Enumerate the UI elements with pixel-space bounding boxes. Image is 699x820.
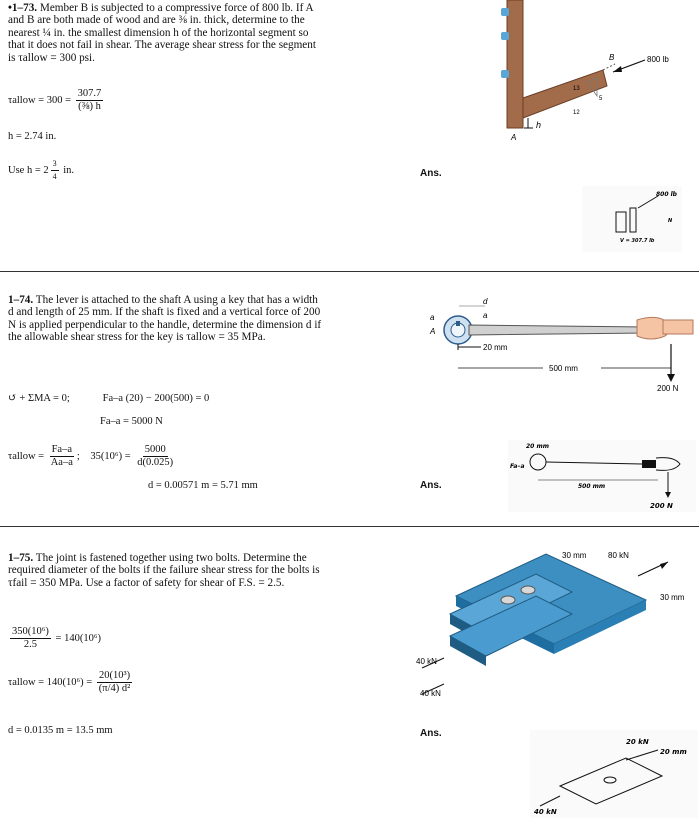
svg-text:500 mm: 500 mm [578, 483, 606, 490]
svg-text:200 N: 200 N [650, 502, 673, 510]
label-h: h [536, 120, 542, 130]
problem-text: The joint is fastened together using two bolts. Determine the required diameter of the bolts if the failure shear stress for the bolts is τfail = 350 MPa. Use a factor of safety for shear of F.S. = 2.5. [8, 552, 320, 589]
figure-1-74 [425, 292, 695, 394]
svg-text:500 mm: 500 mm [549, 364, 578, 373]
problem-number: 1–74. [8, 294, 34, 306]
force-label: 200 N [657, 384, 679, 393]
figure-1-75 [416, 544, 699, 704]
sketch-1-73 [582, 186, 682, 252]
equation-bolt-shear: τallow = 140(10⁶) = $\frac{\text{20(10³)}}{\text{(π/4) d²}}$ [8, 670, 131, 694]
force-label: 800 lb [647, 55, 669, 64]
problem-1-75-statement [8, 552, 326, 589]
equation-diameter: d = 0.0135 m = 13.5 mm [8, 725, 113, 736]
problem-text: Member B is subjected to a compressive force of 800 lb. If A and B are both made of wood and are ⅜ in. thick, determine to the nearest ¼ in. the smallest dimension h of the horizontal segment so that it does not fail in shear. The average shear stress for the segment is τallow = 300 psi. [8, 2, 316, 64]
svg-text:V = 307.7 lb: V = 307.7 lb [620, 238, 655, 244]
svg-text:N: N [668, 218, 673, 224]
sketch-1-74 [508, 440, 696, 512]
equation-d: d = 0.00571 m = 5.71 mm [148, 480, 258, 491]
svg-text:30 mm: 30 mm [660, 593, 685, 602]
answer-label: Ans. [420, 728, 442, 739]
problem-text: The lever is attached to the shaft A using a key that has a width d and length of 25 mm. If the shaft is fixed and a vertical force of 200 N is applied perpendicular to the handle, determine the dimension d if the allowable shear stress for the key is τallow = 35 MPa. [8, 294, 322, 344]
problem-number: 1–75. [8, 552, 34, 564]
equation-use-h: Use h = 2 $\frac{3}{4}$ in. [8, 159, 75, 181]
figure-1-73 [495, 0, 699, 150]
svg-text:d: d [483, 297, 488, 306]
label-B: B [609, 53, 615, 62]
answer-label: Ans. [420, 168, 442, 179]
label-A: A [511, 133, 517, 142]
sketch-1-75 [530, 730, 698, 818]
svg-text:20 kN: 20 kN [626, 738, 649, 746]
equation-h: h = 2.74 in. [8, 131, 57, 142]
svg-text:20 mm: 20 mm [526, 443, 549, 450]
problem-number: •1–73. [8, 2, 38, 14]
svg-text:A: A [430, 327, 436, 336]
svg-text:12: 12 [573, 110, 580, 116]
svg-text:13: 13 [573, 86, 580, 92]
problem-1-74-statement [8, 294, 326, 344]
svg-text:a: a [483, 311, 488, 320]
svg-text:Fa–a: Fa–a [510, 463, 525, 470]
problem-1-73-statement [8, 2, 326, 64]
section-divider [0, 526, 699, 527]
equation-force: Fa–a = 5000 N [100, 416, 163, 427]
svg-text:a: a [430, 313, 435, 322]
svg-text:40 kN: 40 kN [534, 808, 557, 816]
svg-text:40 kN: 40 kN [420, 689, 441, 698]
svg-text:20 mm: 20 mm [483, 343, 508, 352]
svg-text:800 lb: 800 lb [656, 191, 677, 198]
section-divider [0, 271, 699, 272]
svg-text:30 mm: 30 mm [562, 551, 587, 560]
equation-shear-key: τallow = $\frac{Fa-a}{Aa-a}$ ; 35(10⁶) = $\frac{5000}{d(0.025)}$ [8, 444, 174, 468]
svg-text:20 mm: 20 mm [660, 748, 687, 756]
svg-text:80 kN: 80 kN [608, 551, 629, 560]
equation-allowable: $\frac{\text{350(10⁶)}}{2.5}$ = 140(10⁶) [12, 626, 101, 650]
svg-text:5: 5 [599, 96, 603, 102]
equation-moment: ↺ + ΣMA = 0; Fa–a (20) − 200(500) = 0 [8, 393, 210, 404]
svg-text:40 kN: 40 kN [416, 657, 437, 666]
answer-label: Ans. [420, 480, 442, 491]
equation-shear-stress: τallow = 300 = $\frac{307.7}{\text{(⅜) h}}$ [8, 88, 102, 112]
